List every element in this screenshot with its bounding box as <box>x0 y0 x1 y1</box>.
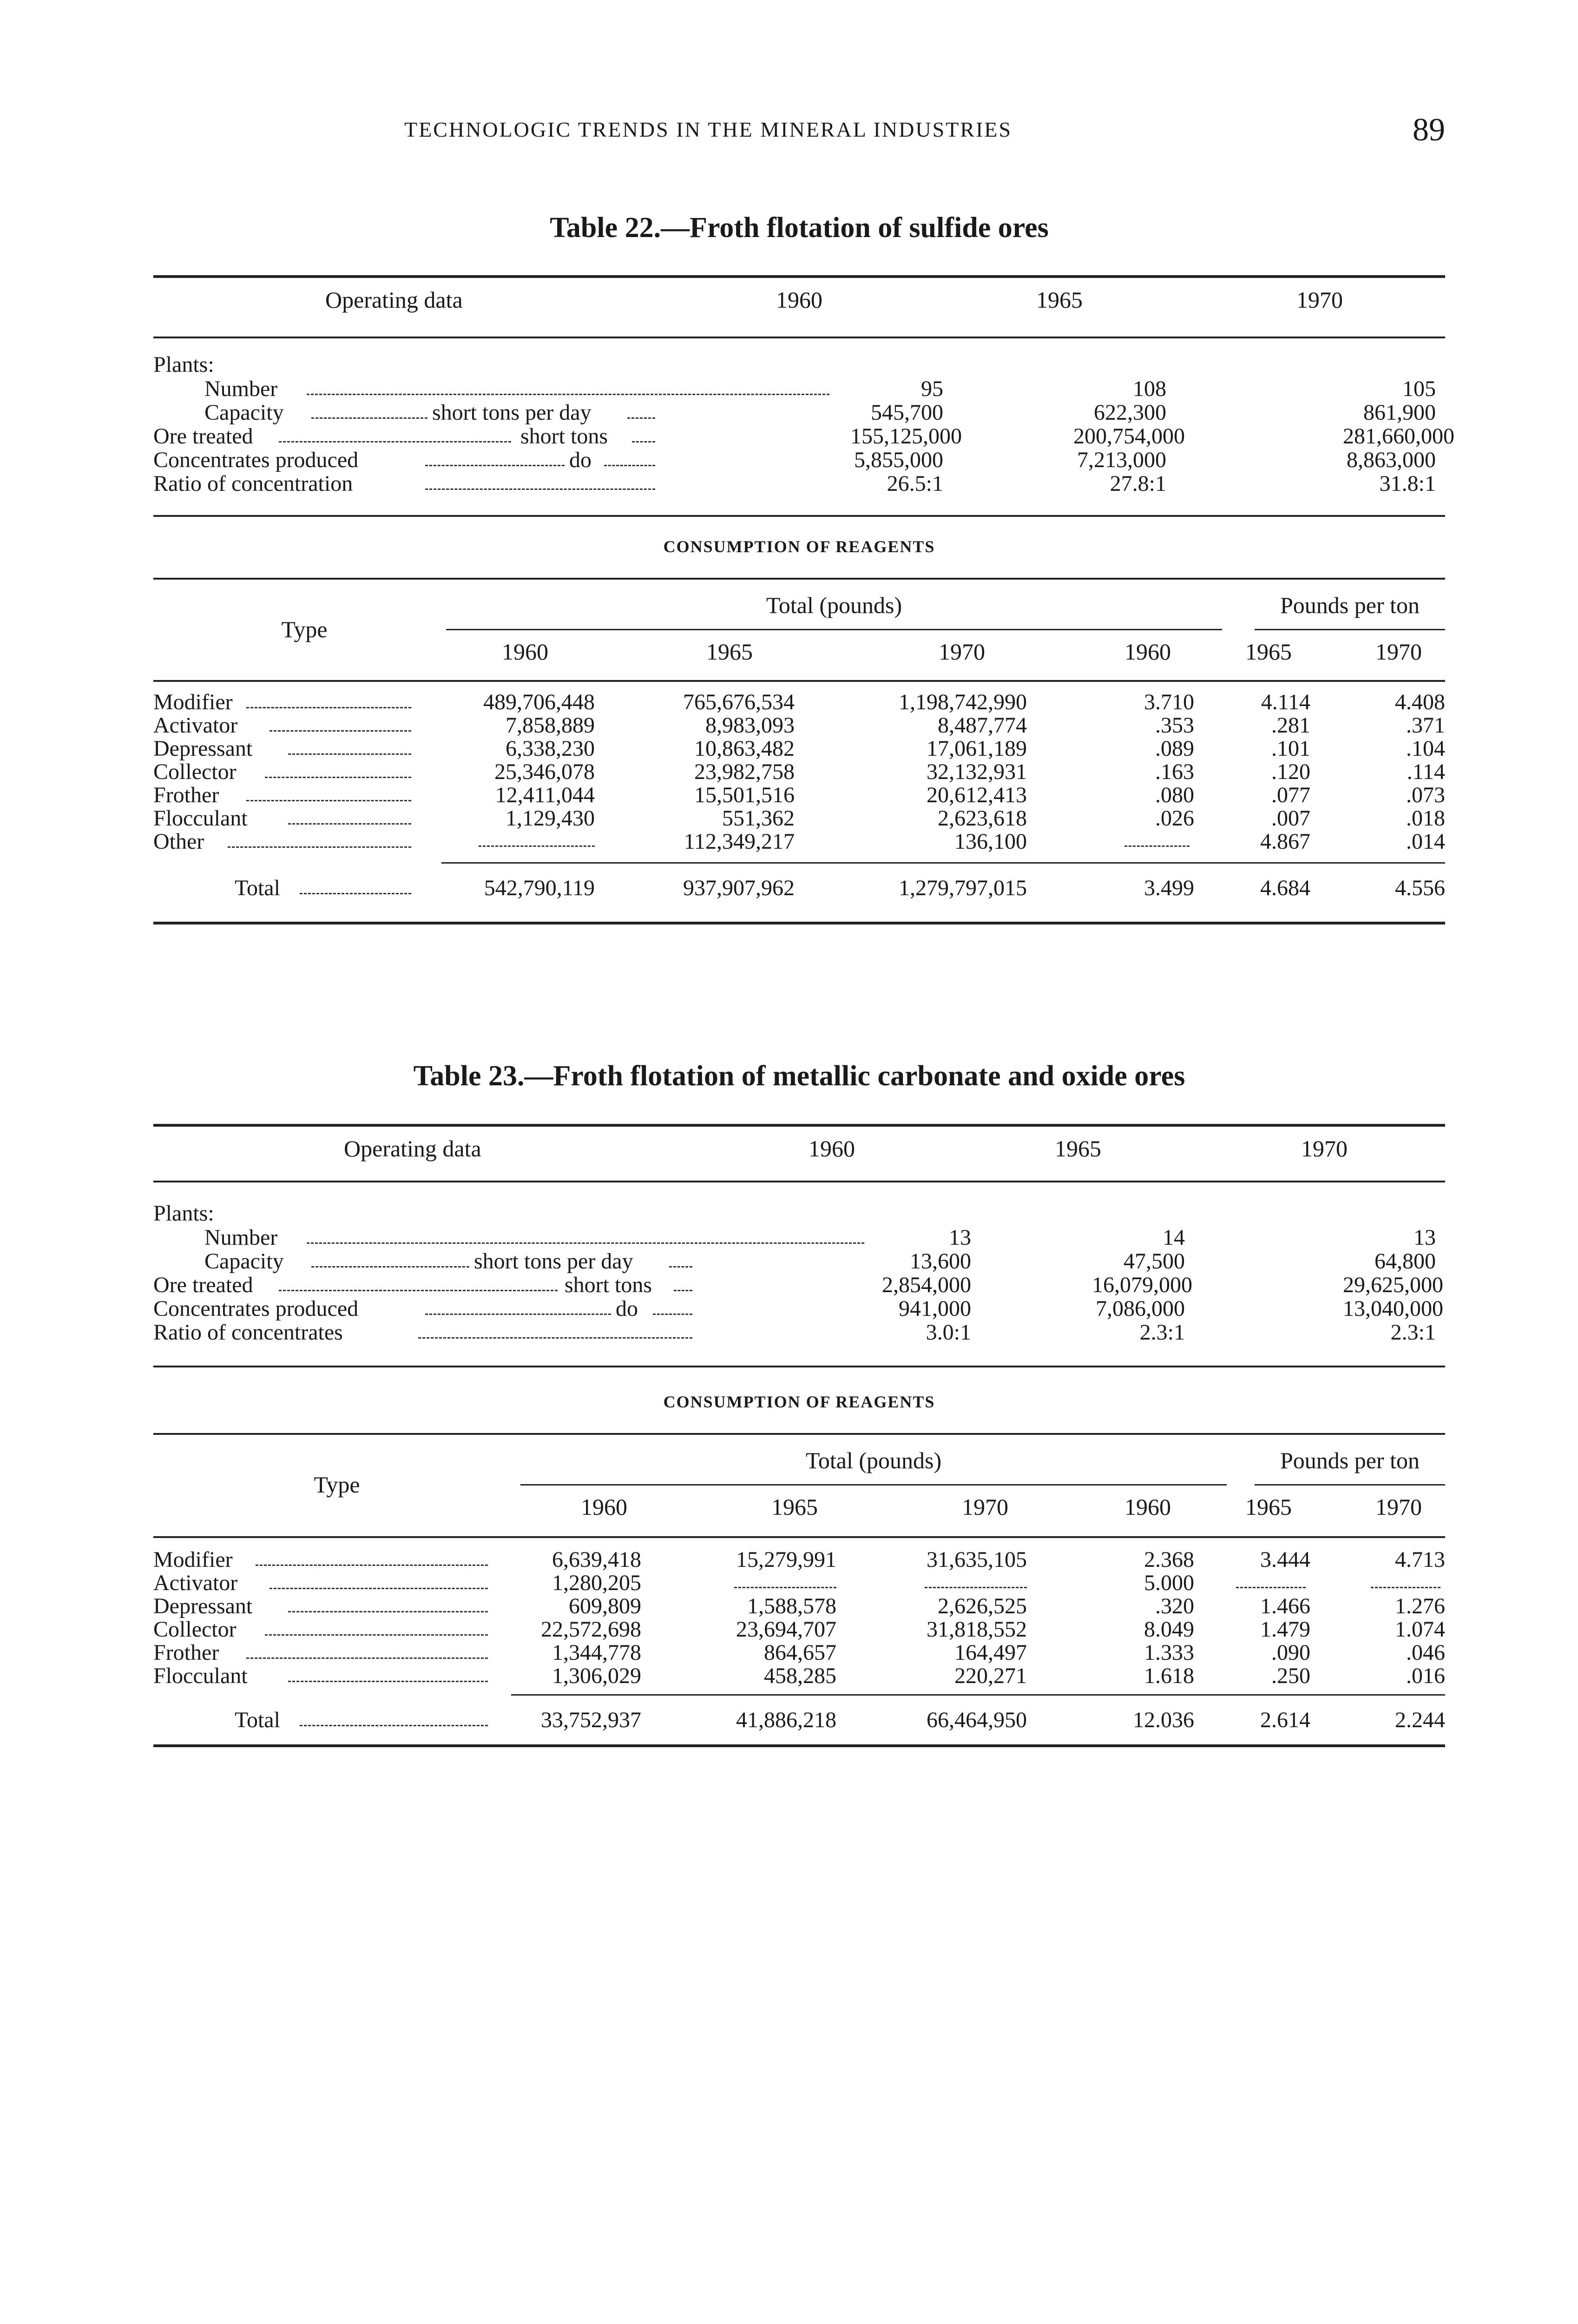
table-22-reagents-subhead: CONSUMPTION OF REAGENTS <box>663 537 935 556</box>
row-label: Other <box>153 829 204 854</box>
table-22-operating-data <box>153 275 1454 517</box>
value: .120 <box>1271 759 1310 784</box>
value: .077 <box>1271 783 1310 807</box>
unit-label: short tons per day <box>474 1249 633 1274</box>
table-row <box>153 805 1445 830</box>
value: 8,487,774 <box>938 713 1027 738</box>
table-row <box>153 713 1445 737</box>
row-label: Number <box>204 376 278 401</box>
row-label: Modifier <box>153 1547 233 1572</box>
value-1965: 16,079,000 <box>1092 1273 1192 1297</box>
value-1965: 14 <box>1163 1225 1185 1250</box>
dot-leader <box>270 730 411 732</box>
plants-group-label <box>153 352 1445 376</box>
year-header-1960: 1960 <box>776 287 822 313</box>
total-row <box>153 1707 1445 1731</box>
value: 164,497 <box>954 1640 1027 1665</box>
value: .101 <box>1271 736 1310 761</box>
year-header-1965: 1965 <box>771 1494 818 1520</box>
dot-leader <box>653 1314 692 1315</box>
type-heading: Type <box>314 1472 360 1498</box>
dot-leader <box>627 417 655 419</box>
table-row <box>153 1640 1445 1664</box>
dot-leader <box>311 417 427 419</box>
row-label: Ratio of concentration <box>153 471 353 496</box>
dot-leader <box>265 1634 488 1636</box>
value-1960: 13 <box>949 1225 971 1250</box>
unit-label: short tons <box>520 424 608 449</box>
dot-leader <box>256 1565 488 1566</box>
value: 15,279,991 <box>736 1547 836 1572</box>
type-heading: Type <box>281 616 328 642</box>
total-value: 2.614 <box>1260 1708 1310 1732</box>
total-label: Total <box>235 876 280 900</box>
table-22-reagents <box>153 578 1445 922</box>
table-row <box>153 1617 1445 1641</box>
value: 458,285 <box>764 1664 836 1688</box>
value: .014 <box>1406 829 1445 854</box>
table-row <box>153 400 1445 424</box>
total-value: 937,907,962 <box>683 876 795 900</box>
value-1970: 13 <box>1414 1225 1436 1250</box>
value-1970: 8,863,000 <box>1347 448 1436 472</box>
value: 3.444 <box>1260 1547 1310 1572</box>
year-header-1960: 1960 <box>809 1136 855 1162</box>
table-row <box>153 1593 1445 1618</box>
value: 136,100 <box>954 829 1027 854</box>
value: 1,306,029 <box>552 1664 641 1688</box>
unit-label: do <box>569 448 592 472</box>
dot-leader <box>604 465 655 466</box>
dot-leader <box>311 1266 469 1268</box>
table-row <box>153 423 1454 449</box>
ppt-year-header-1960: 1960 <box>1124 1494 1171 1520</box>
dot-leader <box>300 1725 488 1726</box>
value: 6,639,418 <box>552 1547 641 1572</box>
row-label: Frother <box>153 1640 219 1665</box>
value: 1.333 <box>1144 1640 1194 1665</box>
value-1960: 545,700 <box>871 400 943 425</box>
dot-leader <box>246 707 411 708</box>
total-value: 66,464,950 <box>927 1708 1027 1732</box>
dot-leader <box>669 1266 692 1268</box>
total-pounds-heading: Total (pounds) <box>805 1447 942 1473</box>
value: .371 <box>1406 713 1445 738</box>
value: .080 <box>1155 783 1194 807</box>
year-header-1970: 1970 <box>1301 1136 1348 1162</box>
year-header-1970: 1970 <box>962 1494 1008 1520</box>
table-23-operating-bottom-rule <box>153 1366 1445 1367</box>
value: .163 <box>1155 759 1194 784</box>
page-number: 89 <box>1413 112 1445 148</box>
total-value: 4.556 <box>1395 876 1445 900</box>
value-1960: 2,854,000 <box>882 1273 971 1297</box>
value: .016 <box>1406 1664 1445 1688</box>
total-rule <box>511 1694 1445 1696</box>
total-value: 4.684 <box>1260 876 1310 900</box>
table-23-title: Table 23.—Froth flotation of metallic carbonate and oxide ores <box>413 1060 1185 1092</box>
row-label: Ratio of concentrates <box>153 1320 343 1345</box>
dot-leader <box>265 777 411 778</box>
total-row <box>153 875 1445 899</box>
value: 2,623,618 <box>938 806 1027 831</box>
dot-leader <box>425 489 655 490</box>
value: 1,280,205 <box>552 1571 641 1595</box>
dot-leader <box>246 800 411 801</box>
year-header-1965: 1965 <box>706 639 753 665</box>
table-row <box>153 376 1445 400</box>
row-label: Concentrates produced <box>153 1296 359 1321</box>
value: 23,982,758 <box>694 759 795 784</box>
value-1970: 281,660,000 <box>1343 424 1454 449</box>
row-label: Activator <box>153 1571 238 1595</box>
value: 1,198,742,990 <box>899 690 1027 714</box>
total-pounds-rule <box>446 629 1222 630</box>
table-row <box>153 1296 1445 1320</box>
value: 112,349,217 <box>684 829 795 854</box>
value: 25,346,078 <box>494 759 595 784</box>
value: .026 <box>1155 806 1194 831</box>
value-1965: 622,300 <box>1094 400 1166 425</box>
pounds-per-ton-rule <box>1255 1484 1445 1486</box>
total-value: 12.036 <box>1133 1708 1194 1732</box>
table-23-reagents <box>153 1433 1445 1768</box>
table-row <box>153 1663 1445 1687</box>
value-1970: 31.8:1 <box>1379 471 1436 496</box>
dot-leader <box>288 823 411 825</box>
value-1960: 3.0:1 <box>926 1320 971 1345</box>
value: .104 <box>1406 736 1445 761</box>
dot-leader <box>288 1611 488 1612</box>
reagents-header-rule <box>153 1536 1445 1538</box>
year-header-1970: 1970 <box>939 639 985 665</box>
total-pounds-heading: Total (pounds) <box>766 592 902 618</box>
table-23-reagents-subhead: CONSUMPTION OF REAGENTS <box>663 1393 935 1411</box>
dot-leader <box>288 753 411 755</box>
ppt-year-header-1960: 1960 <box>1124 639 1171 665</box>
value: .353 <box>1155 713 1194 738</box>
row-label: Capacity <box>204 1249 284 1274</box>
value: 220,271 <box>954 1664 1027 1688</box>
value-1965: 108 <box>1133 376 1166 401</box>
pounds-per-ton-rule <box>1255 629 1445 630</box>
value: 1,344,778 <box>552 1640 641 1665</box>
dot-leader <box>632 441 655 442</box>
value-1965: 47,500 <box>1124 1249 1185 1274</box>
total-label: Total <box>235 1708 280 1732</box>
total-value: 2.244 <box>1395 1708 1445 1732</box>
value-1965: 200,754,000 <box>1073 424 1185 449</box>
value-1960: 941,000 <box>899 1296 971 1321</box>
dot-leader <box>425 1314 611 1315</box>
value-1965: 2.3:1 <box>1139 1320 1185 1345</box>
value-1965: 27.8:1 <box>1110 471 1166 496</box>
value: 1.074 <box>1395 1617 1445 1642</box>
operating-data-heading: Operating data <box>325 287 463 313</box>
dot-leader <box>228 846 411 848</box>
row-label: Modifier <box>153 690 233 714</box>
value: 12,411,044 <box>495 783 595 807</box>
pounds-per-ton-heading: Pounds per ton <box>1280 592 1420 618</box>
value: .018 <box>1406 806 1445 831</box>
dot-leader <box>307 1242 864 1244</box>
dot-leader <box>425 465 565 466</box>
value-1970: 29,625,000 <box>1343 1273 1443 1297</box>
value: 609,809 <box>569 1594 641 1618</box>
unit-label: short tons per day <box>432 400 592 425</box>
row-label: Ore treated <box>153 424 253 449</box>
value: 5.000 <box>1144 1571 1194 1595</box>
value: 1.479 <box>1260 1617 1310 1642</box>
value: 17,061,189 <box>927 736 1027 761</box>
table-row <box>153 471 1445 495</box>
value: 1.618 <box>1144 1664 1194 1688</box>
value: 765,676,534 <box>683 690 795 714</box>
value: .089 <box>1155 736 1194 761</box>
value-1960: 26.5:1 <box>887 471 943 496</box>
value: .114 <box>1407 759 1445 784</box>
year-header-1965: 1965 <box>1036 287 1083 313</box>
value-1960: 13,600 <box>910 1249 971 1274</box>
value: 23,694,707 <box>736 1617 836 1642</box>
table-row <box>153 829 1445 853</box>
pounds-per-ton-heading: Pounds per ton <box>1280 1447 1420 1473</box>
total-pounds-rule <box>520 1484 1227 1486</box>
row-label: Frother <box>153 783 219 807</box>
row-label: Activator <box>153 713 238 738</box>
value: 551,362 <box>722 806 795 831</box>
ppt-year-header-1965: 1965 <box>1245 639 1292 665</box>
table-row <box>153 1320 1445 1344</box>
value: 1,588,578 <box>747 1594 836 1618</box>
dot-leader <box>674 1290 692 1291</box>
value: 10,863,482 <box>694 736 795 761</box>
operating-data-heading: Operating data <box>344 1136 481 1162</box>
value: .007 <box>1271 806 1310 831</box>
value: 20,612,413 <box>927 783 1027 807</box>
table-row <box>153 1272 1445 1296</box>
group-label: Plants: <box>153 352 214 377</box>
header-rule <box>153 337 1445 338</box>
value-1970: 861,900 <box>1363 400 1436 425</box>
row-label: Collector <box>153 759 237 784</box>
group-label: Plants: <box>153 1201 214 1226</box>
plants-group-label <box>153 1201 1445 1225</box>
year-header-1960: 1960 <box>581 1494 627 1520</box>
value: 2.368 <box>1144 1547 1194 1572</box>
empty-cell-dash <box>1371 1587 1440 1588</box>
value: .046 <box>1406 1640 1445 1665</box>
empty-cell-dash <box>925 1587 1027 1588</box>
value: 489,706,448 <box>483 690 595 714</box>
row-label: Concentrates produced <box>153 448 359 472</box>
row-label: Depressant <box>153 1594 253 1618</box>
page-header <box>153 112 1445 158</box>
unit-label: do <box>616 1296 638 1321</box>
table-row <box>153 447 1445 471</box>
value: 3.710 <box>1144 690 1194 714</box>
value: 31,818,552 <box>927 1617 1027 1642</box>
table-22-operating-bottom-rule <box>153 515 1445 517</box>
empty-cell-dash <box>479 845 595 847</box>
table-row <box>153 782 1445 806</box>
value: 1.276 <box>1395 1594 1445 1618</box>
row-label: Depressant <box>153 736 253 761</box>
value-1970: 64,800 <box>1374 1249 1436 1274</box>
table-23-operating-data <box>153 1124 1445 1366</box>
dot-leader <box>300 893 411 894</box>
dot-leader <box>279 441 511 442</box>
table-row <box>153 759 1445 783</box>
empty-cell-dash <box>1236 1587 1306 1588</box>
table-row <box>153 736 1445 760</box>
value: 4.114 <box>1261 690 1310 714</box>
year-header-1965: 1965 <box>1055 1136 1101 1162</box>
dot-leader <box>270 1588 488 1589</box>
table-row <box>153 1570 1445 1594</box>
table-23-bottom-rule <box>153 1744 1445 1747</box>
value-1965: 7,213,000 <box>1077 448 1166 472</box>
header-rule <box>153 1181 1445 1182</box>
value: 22,572,698 <box>541 1617 641 1642</box>
dot-leader <box>279 1290 558 1291</box>
value: 8.049 <box>1144 1617 1194 1642</box>
value: 15,501,516 <box>694 783 795 807</box>
row-label: Collector <box>153 1617 237 1642</box>
row-label: Flocculant <box>153 806 248 831</box>
year-header-1960: 1960 <box>502 639 548 665</box>
value: .090 <box>1271 1640 1310 1665</box>
value: 4.867 <box>1260 829 1310 854</box>
table-row <box>153 1225 1445 1249</box>
value: 7,858,889 <box>506 713 595 738</box>
value: .281 <box>1271 713 1310 738</box>
ppt-year-header-1970: 1970 <box>1375 1494 1422 1520</box>
table-row <box>153 689 1445 713</box>
value: .250 <box>1271 1664 1310 1688</box>
value: 4.713 <box>1395 1547 1445 1572</box>
row-label: Capacity <box>204 400 284 425</box>
value: 2,626,525 <box>938 1594 1027 1618</box>
ppt-year-header-1965: 1965 <box>1245 1494 1292 1520</box>
empty-cell-dash <box>1124 845 1190 847</box>
row-label: Flocculant <box>153 1664 248 1688</box>
dot-leader <box>246 1657 488 1659</box>
total-rule <box>441 862 1445 864</box>
value: 32,132,931 <box>927 759 1027 784</box>
table-row <box>153 1547 1445 1571</box>
dot-leader <box>307 394 829 395</box>
value-1960: 95 <box>921 376 943 401</box>
value-1965: 7,086,000 <box>1096 1296 1185 1321</box>
value-1970: 105 <box>1402 376 1436 401</box>
reagents-header-rule <box>153 680 1445 682</box>
unit-label: short tons <box>565 1273 652 1297</box>
total-value: 542,790,119 <box>484 876 595 900</box>
value: .073 <box>1406 783 1445 807</box>
value-1960: 5,855,000 <box>854 448 943 472</box>
value: 1.466 <box>1260 1594 1310 1618</box>
value: 6,338,230 <box>506 736 595 761</box>
value: 864,657 <box>764 1640 836 1665</box>
table-22-bottom-rule <box>153 922 1445 924</box>
table-row <box>153 1248 1445 1273</box>
total-value: 1,279,797,015 <box>899 876 1027 900</box>
empty-cell-dash <box>734 1587 836 1588</box>
total-value: 3.499 <box>1144 876 1194 900</box>
value: 4.408 <box>1395 690 1445 714</box>
total-value: 41,886,218 <box>736 1708 836 1732</box>
dot-leader <box>288 1681 488 1682</box>
ppt-year-header-1970: 1970 <box>1375 639 1422 665</box>
running-head: TECHNOLOGIC TRENDS IN THE MINERAL INDUSTRIES <box>404 118 1012 141</box>
year-header-1970: 1970 <box>1296 287 1343 313</box>
value: .320 <box>1155 1594 1194 1618</box>
total-value: 33,752,937 <box>541 1708 641 1732</box>
value: 31,635,105 <box>927 1547 1027 1572</box>
value: 1,129,430 <box>506 806 595 831</box>
dot-leader <box>418 1337 692 1339</box>
row-label: Number <box>204 1225 278 1250</box>
row-label: Ore treated <box>153 1273 253 1297</box>
value: 8,983,093 <box>705 713 795 738</box>
value-1970: 2.3:1 <box>1390 1320 1436 1345</box>
table-22-title: Table 22.—Froth flotation of sulfide ores <box>550 212 1049 244</box>
value-1970: 13,040,000 <box>1343 1296 1443 1321</box>
value-1960: 155,125,000 <box>850 424 962 449</box>
